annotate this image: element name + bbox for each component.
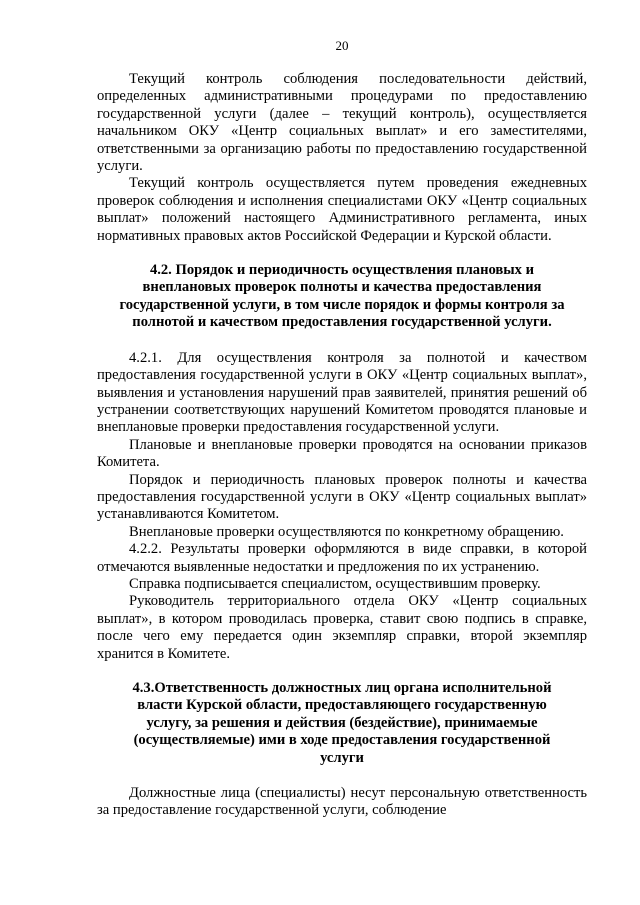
document-page — [97, 38, 587, 820]
paragraph-current-control-method: Текущий контроль осуществляется путем проведения ежедневных проверок соблюдения и исполнения специалистами ОКУ «Центр социальных выплат» положений настоящего Административного регламента, иных нормативных правовых актов Российской Федерации и Курской области. — [97, 175, 587, 244]
paragraph-planned-inspections-order: Порядок и периодичность плановых проверок полноты и качества предоставления государственной услуги в ОКУ «Центр социальных выплат» устанавливаются Комитетом. — [97, 471, 587, 523]
paragraph-certificate-signed: Справка подписывается специалистом, осуществившим проверку. — [129, 575, 541, 592]
paragraph-current-control-definition: Текущий контроль соблюдения последовательности действий, определенных административными процедурами по предоставлению государственной услуги (далее – текущий контроль), осуществляется начальником ОКУ «Центр социальных выплат» и его заместителями, ответственными за организацию работы по предоставлению государственной услуги. — [97, 71, 587, 175]
spacer — [97, 245, 587, 262]
paragraph-department-head-signature: Руководитель территориального отдела ОКУ «Центр социальных выплат», в котором проводилась проверка, ставит свою подпись в справке, после чего ему передается один экземпляр справки, второй экземпляр хранится в Комитете. — [97, 593, 587, 662]
paragraph-4-2-1: 4.2.1. Для осуществления контроля за полнотой и качеством предоставления государственной услуги в ОКУ «Центр социальных выплат», выявления и установления нарушений прав заявителей, принятия решений об устранении соответствующих нарушений Комитетом проводятся плановые и внеплановые проверки предоставления государственной услуги. — [97, 349, 587, 436]
spacer — [97, 332, 587, 350]
paragraph-4-2-2: 4.2.2. Результаты проверки оформляются в виде справки, в которой отмечаются выявленные недостатки и предложения по их устранению. — [97, 541, 587, 575]
paragraph-officials-responsibility: Должностные лица (специалисты) несут персональную ответственность за предоставление государственной услуги, соблюдение — [97, 785, 587, 819]
spacer — [97, 767, 587, 785]
section-4-2-heading: 4.2. Порядок и периодичность осуществления плановых и внеплановых проверок полноты и качества предоставления государственной услуги, в том числе порядок и формы контроля за полнотой и качеством предоставления государственной услуги. — [119, 262, 565, 331]
section-4-3-heading: 4.3.Ответственность должностных лиц органа исполнительной власти Курской области, предоставляющего государственную услугу, за решения и действия (бездействие), принимаемые (осуществляемые) ими в ходе предоставления государственной услуги — [132, 680, 552, 766]
spacer — [97, 663, 587, 680]
paragraph-inspections-basis: Плановые и внеплановые проверки проводятся на основании приказов Комитета. — [97, 436, 587, 471]
page-number: 20 — [335, 38, 349, 53]
paragraph-unplanned-inspections: Внеплановые проверки осуществляются по конкретному обращению. — [129, 523, 564, 540]
